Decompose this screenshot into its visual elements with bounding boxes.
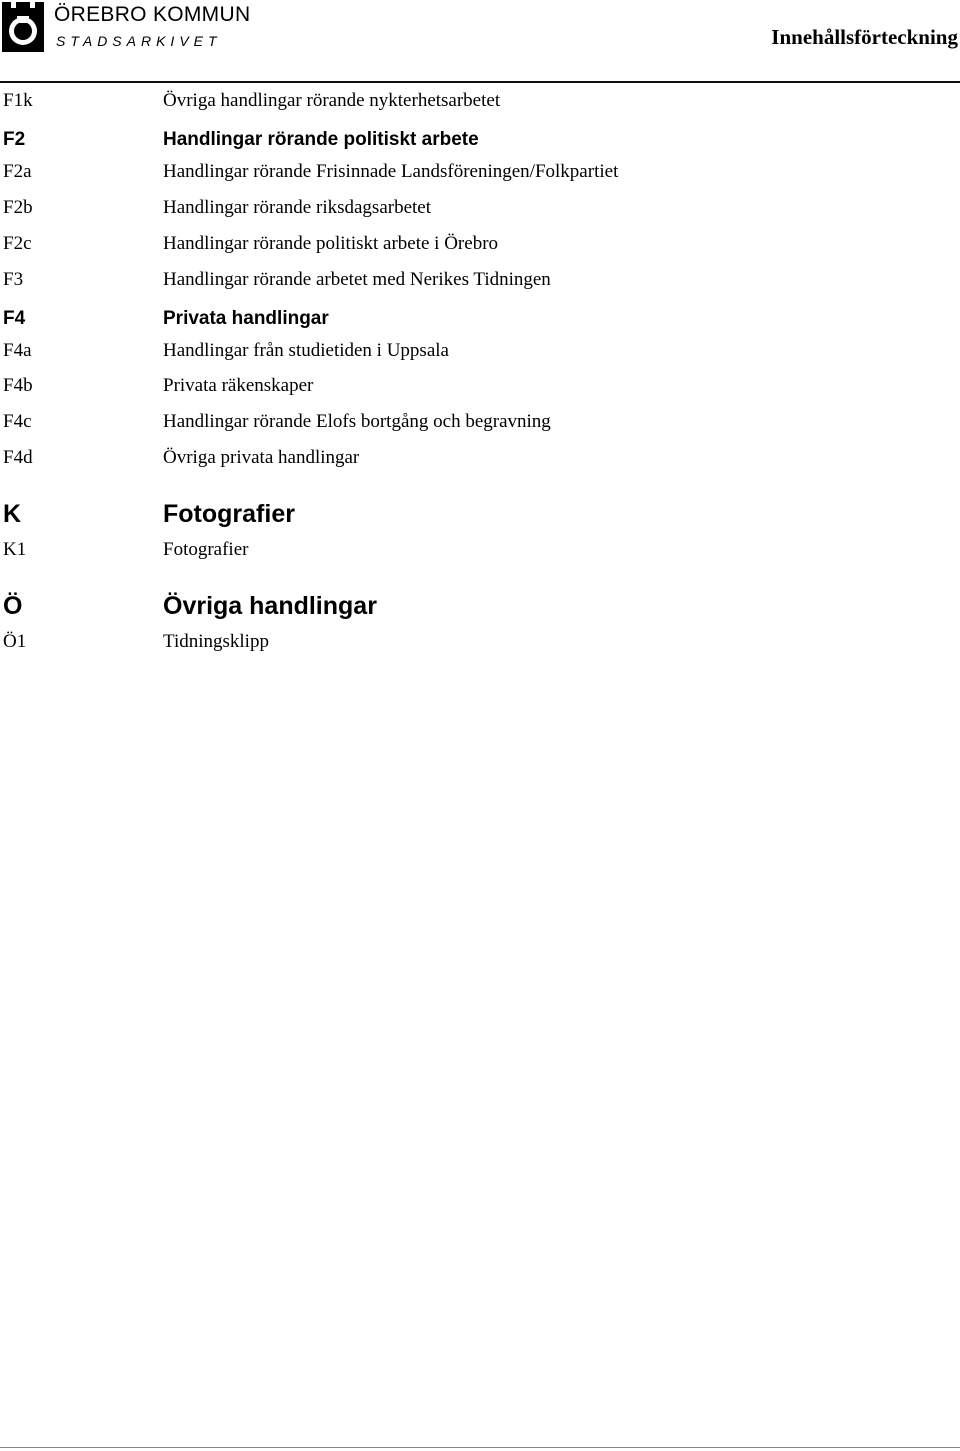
toc-label: Övriga handlingar — [163, 592, 377, 620]
toc-code: F2a — [3, 161, 32, 182]
toc-code: F1k — [3, 90, 33, 111]
toc-label: Övriga handlingar rörande nykterhetsarbetet — [163, 90, 501, 111]
toc-code: F3 — [3, 269, 24, 290]
toc-code: F4c — [3, 411, 32, 432]
toc-label: Handlingar rörande Elofs bortgång och begravning — [163, 411, 551, 432]
toc-label: Privata räkenskaper — [163, 375, 314, 396]
header-divider — [0, 81, 960, 83]
toc-label: Handlingar rörande riksdagsarbetet — [163, 197, 432, 218]
toc-label: Privata handlingar — [163, 308, 329, 329]
toc-label: Handlingar från studietiden i Uppsala — [163, 340, 449, 361]
toc-code: F4a — [3, 340, 32, 361]
toc-code: Ö — [3, 592, 23, 620]
toc-label: Fotografier — [163, 539, 249, 560]
document-title: Innehållsförteckning — [771, 25, 958, 49]
toc-label: Handlingar rörande politiskt arbete i Örebro — [163, 233, 499, 254]
toc-code: F4 — [3, 308, 26, 329]
castle-crest-icon — [2, 2, 44, 52]
toc-label: Fotografier — [163, 500, 295, 528]
toc-code: F4d — [3, 447, 33, 468]
orebro-kommun-logo — [0, 0, 270, 54]
toc-code: F2b — [3, 197, 33, 218]
org-name: ÖREBRO KOMMUN — [54, 3, 251, 26]
toc-label: Övriga privata handlingar — [163, 447, 360, 468]
toc-code: K1 — [3, 539, 27, 560]
toc-label: Tidningsklipp — [163, 631, 269, 652]
toc-code: F2c — [3, 233, 32, 254]
toc-label: Handlingar rörande Frisinnade Landsföreningen/Folkpartiet — [163, 161, 619, 182]
org-subtitle: STADSARKIVET — [56, 33, 222, 49]
footer-divider — [0, 1447, 960, 1448]
toc-code: F2 — [3, 129, 26, 150]
toc-code: K — [3, 500, 22, 528]
toc-code: Ö1 — [3, 631, 27, 652]
toc-code: F4b — [3, 375, 33, 396]
toc-label: Handlingar rörande politiskt arbete — [163, 129, 479, 150]
toc-label: Handlingar rörande arbetet med Nerikes Tidningen — [163, 269, 551, 290]
